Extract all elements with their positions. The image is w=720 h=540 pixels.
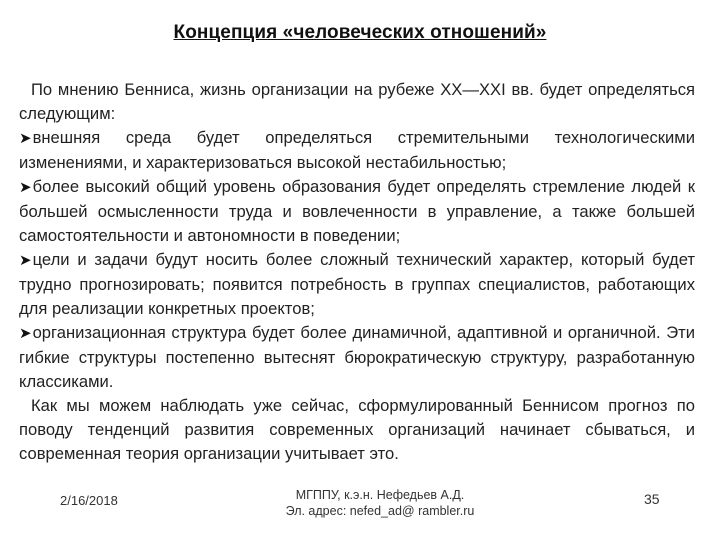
arrow-bullet-icon: ➤ [19,325,32,342]
footer-author-name: МГППУ, к.э.н. Нефедьев А.Д. [295,488,465,502]
footer-author-email: Эл. адрес: nefed_ad@ rambler.ru [285,504,475,518]
bullet-text: более высокий общий уровень образования будет определять стремление людей к большей осмысленности труда и вовлеченности в управление, а также большей самостоятельности и автономности в поведении; [19,177,695,245]
bullet-item [19,126,695,175]
slide-title: Концепция «человеческих отношений» [173,22,547,43]
conclusion-paragraph: Как мы можем наблюдать уже сейчас, сформулированный Беннисом прогноз по поводу тенденций развития современных организаций начинает сбываться, и современная теория организации учитывает это. [19,396,695,463]
arrow-bullet-icon: ➤ [19,130,32,147]
arrow-bullet-icon: ➤ [19,252,32,269]
arrow-bullet-icon: ➤ [19,179,32,196]
page-number: 35 [644,491,660,507]
bullet-item [19,175,695,248]
bullet-text: организационная структура будет более динамичной, адаптивной и органичной. Эти гибкие структуры постепенно вытеснят бюрократическую структуру, разработанную классиками. [19,323,695,391]
bullet-item [19,248,695,321]
bullet-text: внешняя среда будет определяться стремительными технологическими изменениями, и характеризоваться высокой нестабильностью; [19,128,695,172]
intro-paragraph: По мнению Бенниса, жизнь организации на рубеже XX—XXI вв. будет определяться следующим: [19,80,695,123]
footer-date: 2/16/2018 [60,493,118,508]
bullet-text: цели и задачи будут носить более сложный технический характер, который будет трудно прогнозировать; появится потребность в группах специалистов, работающих для реализации конкретных проектов; [19,250,695,318]
slide-body [19,78,695,466]
footer-author [0,487,720,519]
bullet-item [19,321,695,394]
